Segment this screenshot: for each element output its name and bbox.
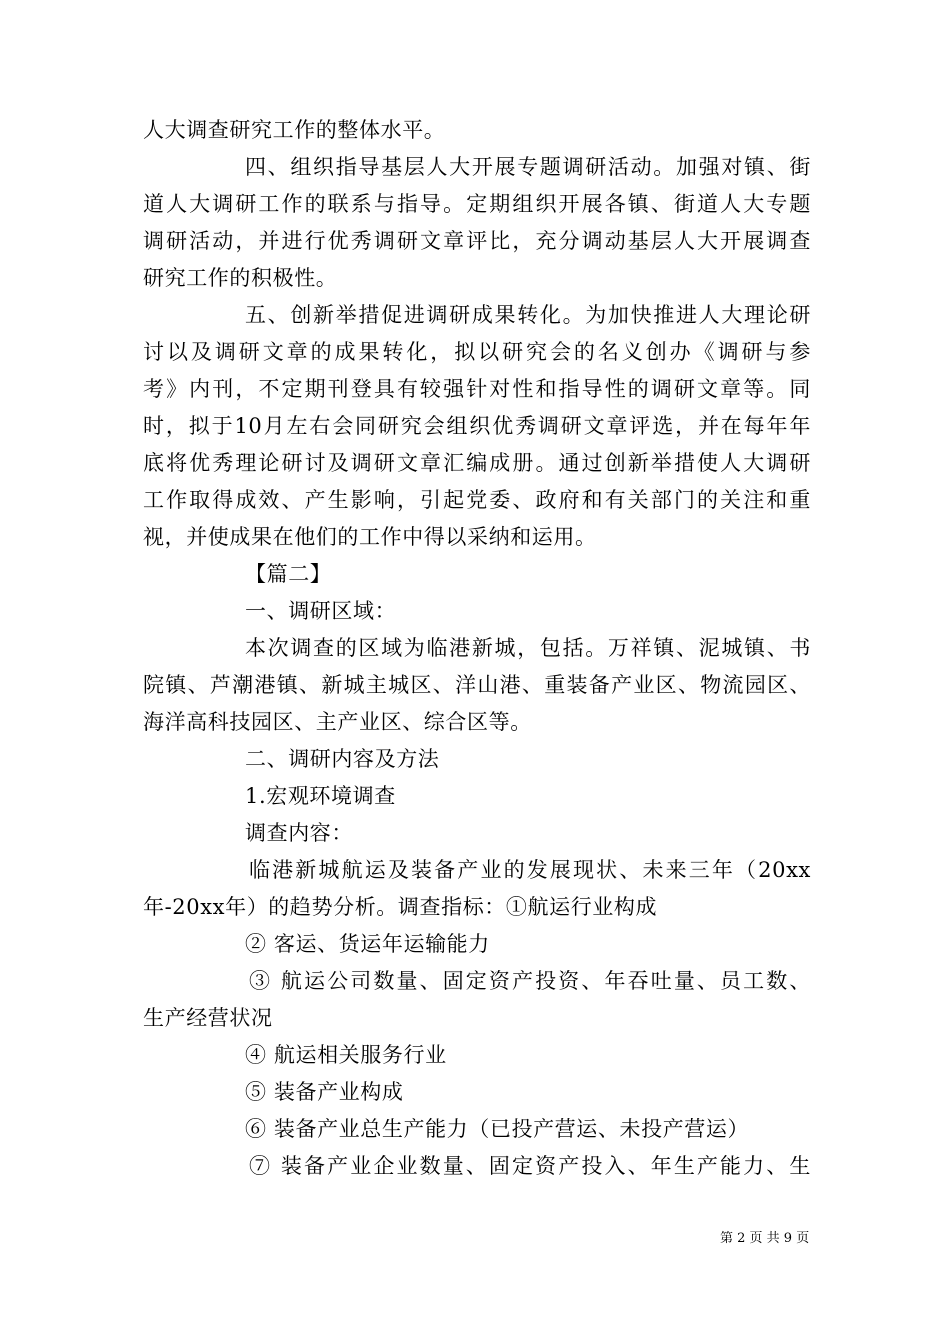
- list-item: ⑦ 装备产业企业数量、固定资产投入、年生产能力、生: [249, 1154, 811, 1178]
- text-line: 底将优秀理论研讨及调研文章汇编成册。通过创新举措使人大调研: [143, 451, 811, 475]
- document-body: [143, 112, 811, 1185]
- paragraph-heading: 五、创新举措促进调研成果转化。为加快推进人大理论研: [245, 303, 811, 327]
- list-item: ⑤ 装备产业构成: [245, 1080, 404, 1104]
- text-line: 研究工作的积极性。: [143, 266, 338, 290]
- list-item: ② 客运、货运年运输能力: [245, 932, 490, 956]
- paragraph-heading: 四、组织指导基层人大开展专题调研活动。加强对镇、街: [245, 155, 811, 179]
- subsection-heading: 一、调研区域：: [245, 599, 397, 623]
- text-line: 人大调查研究工作的整体水平。: [143, 118, 446, 142]
- text-line: 调研活动，并进行优秀调研文章评比，充分调动基层人大开展调查: [143, 229, 811, 253]
- subsection-heading: 1.宏观环境调查: [245, 784, 396, 808]
- text-line: 本次调查的区域为临港新城，包括。万祥镇、泥城镇、书: [245, 636, 811, 660]
- text-line: 年-20xx年）的趋势分析。调查指标：①航运行业构成: [143, 895, 658, 919]
- list-item: ③ 航运公司数量、固定资产投资、年吞吐量、员工数、: [249, 969, 811, 993]
- text-line: 讨以及调研文章的成果转化，拟以研究会的名义创办《调研与参: [143, 340, 811, 364]
- text-line: 临港新城航运及装备产业的发展现状、未来三年（20xx: [249, 858, 811, 882]
- section-title: 【篇二】: [245, 562, 332, 586]
- text-line: 考》内刊，不定期刊登具有较强针对性和指导性的调研文章等。同: [143, 377, 811, 401]
- list-item: ⑥ 装备产业总生产能力（已投产营运、未投产营运）: [245, 1117, 750, 1141]
- text-line: 海洋高科技园区、主产业区、综合区等。: [143, 710, 532, 734]
- text-line: 道人大调研工作的联系与指导。定期组织开展各镇、街道人大专题: [143, 192, 811, 216]
- text-line: 工作取得成效、产生影响，引起党委、政府和有关部门的关注和重: [143, 488, 811, 512]
- text-line: 调查内容：: [245, 821, 353, 845]
- text-line: 时，拟于10月左右会同研究会组织优秀调研文章评选，并在每年年: [143, 414, 811, 438]
- list-item: ④ 航运相关服务行业: [245, 1043, 447, 1067]
- page-number: 第 2 页 共 9 页: [720, 1231, 810, 1246]
- text-line: 院镇、芦潮港镇、新城主城区、洋山港、重装备产业区、物流园区、: [143, 673, 811, 697]
- text-line: 视，并使成果在他们的工作中得以采纳和运用。: [143, 525, 597, 549]
- text-line: 生产经营状况: [143, 1006, 273, 1030]
- subsection-heading: 二、调研内容及方法: [245, 747, 440, 771]
